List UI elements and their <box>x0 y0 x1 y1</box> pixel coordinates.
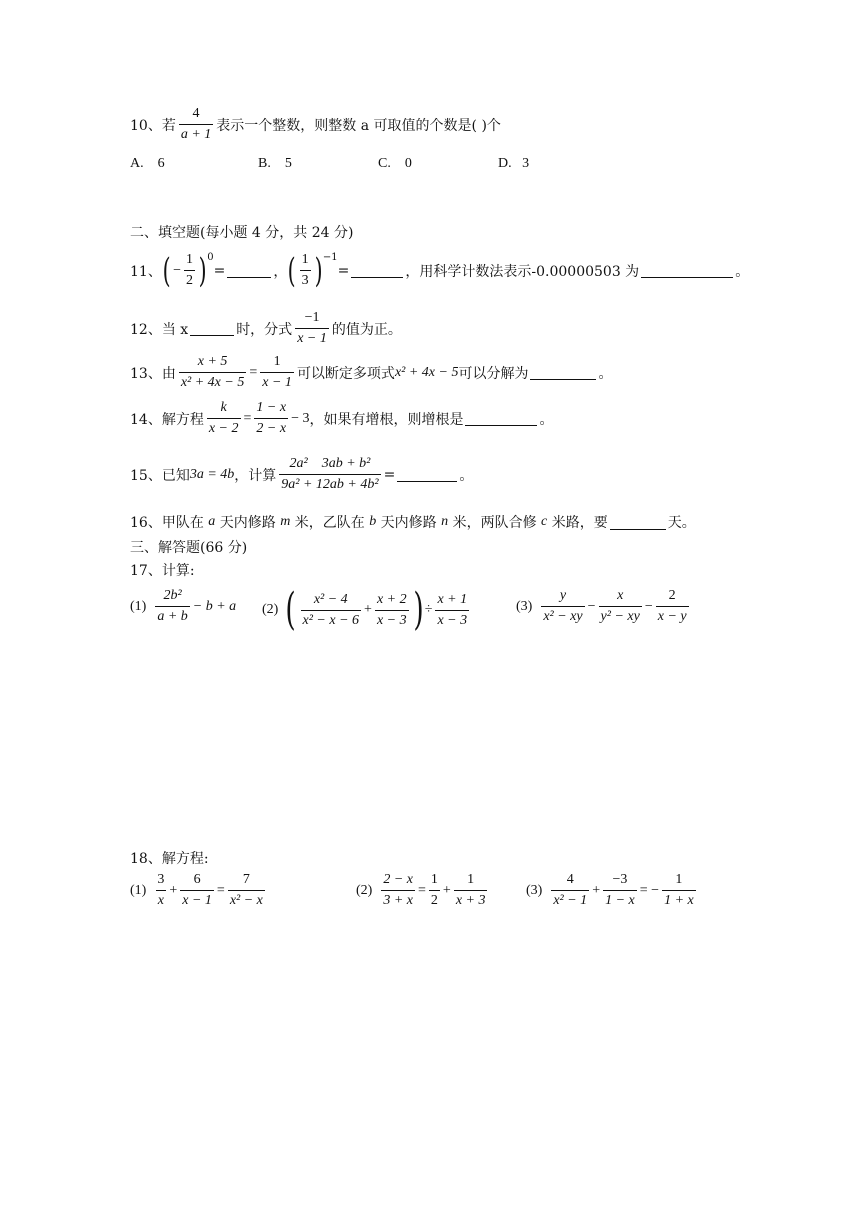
text: 米路，要 <box>547 515 608 531</box>
fraction <box>254 400 288 437</box>
fraction <box>599 588 642 625</box>
numerator: 7 <box>242 872 250 887</box>
fraction <box>300 252 311 289</box>
question-number: 16、 <box>130 515 162 531</box>
question-18-title: 18、解方程: <box>130 851 209 867</box>
plus: + <box>169 882 178 898</box>
denominator: x² − x <box>228 890 265 909</box>
fraction <box>435 592 469 629</box>
option-letter: B. <box>258 156 271 171</box>
divide: ÷ <box>424 602 433 617</box>
answer-blank[interactable] <box>227 263 271 278</box>
fraction <box>207 400 241 437</box>
numerator: 2b² <box>163 588 182 603</box>
option-value: 5 <box>284 156 292 171</box>
fraction <box>155 872 166 909</box>
text: 若 <box>161 117 176 134</box>
option-a <box>130 156 165 172</box>
separator: ， <box>273 263 288 280</box>
option-letter: A. <box>130 156 144 171</box>
part-label: (3) <box>516 598 533 614</box>
fraction <box>301 592 362 629</box>
variable: a <box>208 514 216 529</box>
answer-blank[interactable] <box>190 321 234 336</box>
end-mark: 。 <box>539 411 554 428</box>
fraction <box>279 456 380 493</box>
text: 米，乙队在 <box>290 515 370 531</box>
fraction <box>179 106 213 143</box>
exponent: 0 <box>207 252 214 263</box>
denominator: a + 1 <box>179 124 213 143</box>
equals: = <box>243 410 252 426</box>
text: 可以分解为 <box>458 365 529 382</box>
denominator: x − 1 <box>260 372 294 391</box>
fraction <box>541 588 584 625</box>
equals: = <box>383 466 396 483</box>
answer-blank[interactable] <box>530 365 596 380</box>
plus: + <box>592 882 601 898</box>
minus: − <box>644 598 653 614</box>
option-value: 0 <box>404 156 412 171</box>
denominator: x − 2 <box>207 418 241 437</box>
denominator: x² − 1 <box>551 890 589 909</box>
fraction <box>228 872 265 909</box>
numerator: −1 <box>304 310 320 325</box>
text: 解方程 <box>161 411 204 428</box>
question-13 <box>130 354 612 391</box>
question-number: 14、 <box>130 411 162 428</box>
text: 由 <box>161 365 176 382</box>
plus: + <box>442 882 451 898</box>
text: ，计算 <box>234 467 277 484</box>
question-17-part-1 <box>130 588 236 625</box>
answer-blank[interactable] <box>610 515 666 530</box>
text: 天内修路 <box>215 515 281 531</box>
numerator: 1 <box>301 252 309 267</box>
variable: m <box>280 514 291 529</box>
numerator: 1 <box>186 252 193 267</box>
fraction <box>155 588 189 625</box>
text: 甲队在 <box>161 515 209 531</box>
fraction <box>375 592 409 629</box>
numerator: 3 <box>157 872 165 887</box>
text: 米，两队合修 <box>448 515 542 531</box>
numerator: 2a² 3ab + b² <box>289 456 371 471</box>
numerator: x² − 4 <box>313 591 348 607</box>
answer-blank[interactable] <box>465 411 537 426</box>
denominator: x² − x − 6 <box>301 610 362 629</box>
numerator: x + 1 <box>437 591 468 607</box>
equals: = − <box>639 882 660 898</box>
denominator: x − 3 <box>435 610 469 629</box>
option-d <box>498 156 529 172</box>
question-18-part-3 <box>526 872 699 909</box>
denominator: x − 1 <box>295 328 329 347</box>
numerator: x <box>617 588 624 603</box>
plus: + <box>364 602 372 617</box>
left-paren: ( <box>288 250 296 291</box>
right-paren: ) <box>198 250 207 291</box>
text: 可以断定多项式 <box>296 365 395 382</box>
fraction <box>603 872 637 909</box>
end-mark: 。 <box>735 263 750 280</box>
part-label: (1) <box>130 598 147 614</box>
denominator: x − 1 <box>180 890 214 909</box>
part-label: (2) <box>356 882 373 898</box>
question-number: 11、 <box>130 263 162 280</box>
question-17-part-2 <box>262 584 472 635</box>
fraction <box>180 872 214 909</box>
answer-blank[interactable] <box>641 263 733 278</box>
denominator: a + b <box>155 606 189 625</box>
text: ，如果有增根，则增根是 <box>309 411 464 428</box>
part-label: (2) <box>262 602 279 617</box>
text: 的值为正。 <box>331 321 402 338</box>
denominator: 3 + x <box>381 890 415 909</box>
fraction <box>662 872 696 909</box>
question-number: 12、 <box>130 321 162 338</box>
question-10 <box>130 106 501 143</box>
answer-blank[interactable] <box>397 467 457 482</box>
fraction <box>551 872 589 909</box>
denominator: 2 <box>184 270 195 289</box>
end-mark: 。 <box>598 365 613 382</box>
denominator: 9a² + 12ab + 4b² <box>279 474 380 493</box>
option-value: 3 <box>522 156 530 171</box>
numerator: x + 2 <box>376 591 407 607</box>
question-number: 13、 <box>130 365 162 382</box>
end-mark: 。 <box>459 467 474 484</box>
numerator: 1 <box>430 872 438 887</box>
denominator: 1 + x <box>662 890 696 909</box>
denominator: x + 3 <box>454 890 488 909</box>
denominator: 2 <box>429 890 440 909</box>
denominator: x − 3 <box>375 610 409 629</box>
left-paren: ( <box>162 250 171 291</box>
question-12 <box>130 310 402 347</box>
numerator: 1 − x <box>256 400 287 415</box>
fraction <box>454 872 488 909</box>
term: − b + a <box>192 598 237 614</box>
denominator: x <box>156 890 166 909</box>
denominator: 1 − x <box>603 890 637 909</box>
right-paren: ) <box>314 250 323 291</box>
numerator: 2 − x <box>383 872 413 887</box>
left-paren: ( <box>285 584 297 635</box>
question-15 <box>130 456 473 493</box>
option-letter: D. <box>498 156 512 171</box>
denominator: x − y <box>656 606 689 625</box>
minus-sign: − <box>173 262 181 278</box>
right-paren: ) <box>413 584 424 635</box>
part-label: (1) <box>130 882 147 898</box>
fraction <box>656 588 689 625</box>
equals: = <box>249 364 258 380</box>
question-17-part-3 <box>516 588 692 625</box>
option-c <box>378 156 412 172</box>
exponent: −1 <box>322 252 338 263</box>
fraction <box>179 354 247 391</box>
option-letter: C. <box>378 156 391 171</box>
question-number: 10、 <box>130 117 162 134</box>
equals: = <box>216 882 225 898</box>
fraction <box>429 872 440 909</box>
part-label: (3) <box>526 882 543 898</box>
question-18-part-1 <box>130 872 268 909</box>
equals: = <box>418 882 426 898</box>
numerator: 1 <box>273 354 281 369</box>
numerator: y <box>559 588 567 603</box>
variable: c <box>541 514 548 529</box>
option-value: 6 <box>157 156 165 171</box>
numerator: 1 <box>467 872 475 887</box>
question-17-title: 17、计算: <box>130 563 195 579</box>
numerator: 1 <box>675 872 683 887</box>
term: − 3 <box>291 410 310 426</box>
fraction <box>260 354 294 391</box>
question-16 <box>130 512 696 532</box>
denominator: 2 − x <box>254 418 288 437</box>
variable: b <box>369 514 377 529</box>
question-11: 11、 ( − $\frac{1}{2}$ ) $^0$ = ， ( $\frac{1}{3}$ ) $^{-1}$ = ，用科学计数法表示-0.00000503 为 。 <box>130 250 750 291</box>
question-number: 15、 <box>130 467 162 484</box>
text: 天内修路 <box>376 515 442 531</box>
answer-blank[interactable] <box>351 263 403 278</box>
fraction <box>295 310 329 347</box>
numerator: 6 <box>193 872 201 887</box>
numerator: k <box>220 400 227 415</box>
condition: 3a = 4b <box>189 466 235 482</box>
section-heading: 三、解答题(66 分) <box>130 540 248 556</box>
minus: − <box>587 598 596 614</box>
fraction <box>381 872 415 909</box>
numerator: 2 <box>668 588 676 603</box>
text: 时，分式 <box>236 321 293 338</box>
polynomial: x² + 4x − 5 <box>394 364 459 380</box>
end-mark: 天。 <box>667 515 696 531</box>
numerator: −3 <box>612 872 628 887</box>
text: 当 x <box>161 321 189 338</box>
option-b <box>258 156 292 172</box>
variable: n <box>441 514 449 529</box>
denominator: x² − xy <box>541 606 584 625</box>
numerator: x + 5 <box>197 354 228 369</box>
numerator: 4 <box>192 106 200 121</box>
section-heading: 二、填空题(每小题 4 分，共 24 分) <box>130 225 354 241</box>
denominator: x² + 4x − 5 <box>179 372 247 391</box>
denominator: 3 <box>300 270 311 289</box>
text: 已知 <box>161 467 190 484</box>
question-18-part-2 <box>356 872 490 909</box>
question-text: 表示一个整数，则整数 a 可取值的个数是( )个 <box>216 117 501 134</box>
question-text: ，用科学计数法表示-0.00000503 为 <box>405 263 640 280</box>
question-14 <box>130 400 553 437</box>
fraction <box>184 252 195 289</box>
numerator: 4 <box>566 872 574 887</box>
denominator: y² − xy <box>599 606 642 625</box>
